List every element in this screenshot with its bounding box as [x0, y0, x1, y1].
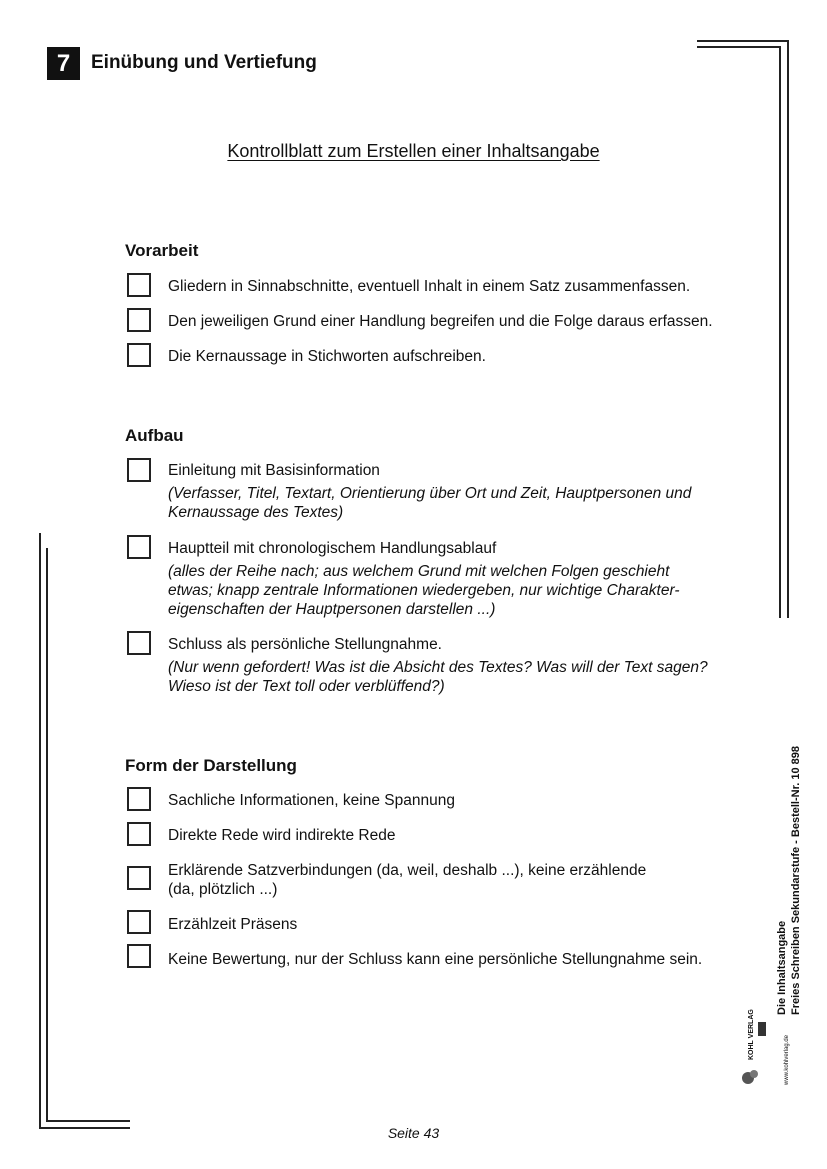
- border-right-vertical-inner: [779, 46, 781, 618]
- page-number: Seite 43: [387, 1125, 440, 1141]
- section-heading-form: Form der Darstellung: [125, 756, 297, 775]
- checkbox-form-1[interactable]: [127, 787, 151, 811]
- chapter-number-badge: 7: [47, 47, 80, 80]
- item-form-1: [168, 791, 748, 810]
- checkbox-vorarbeit-1[interactable]: [127, 273, 151, 297]
- item-form-5: [168, 950, 748, 969]
- side-line-2: Freies Schreiben Sekundarstufe - Bestell-Nr. 10 898: [790, 745, 802, 1015]
- checkbox-vorarbeit-2[interactable]: [127, 308, 151, 332]
- checkbox-form-4[interactable]: [127, 910, 151, 934]
- item-label: Hauptteil mit chronologischem Handlungsablauf: [168, 540, 497, 557]
- border-top-right-horizontal: [697, 40, 789, 42]
- item-aufbau-3: [168, 635, 738, 696]
- checkbox-aufbau-2[interactable]: [127, 535, 151, 559]
- chapter-title: Einübung und Vertiefung: [91, 52, 317, 73]
- item-form-4: [168, 915, 748, 934]
- item-label: Direkte Rede wird indirekte Rede: [168, 827, 396, 844]
- border-right-vertical: [787, 40, 789, 618]
- section-heading-vorarbeit: Vorarbeit: [125, 241, 199, 260]
- item-label: Erklärende Satzverbindungen (da, weil, deshalb ...), keine erzählende (da, plötzlich ...): [168, 862, 647, 898]
- checkbox-form-3[interactable]: [127, 866, 151, 890]
- border-left-vertical-inner: [46, 548, 48, 1122]
- side-publication-info: [775, 746, 803, 1015]
- checkbox-vorarbeit-3[interactable]: [127, 343, 151, 367]
- item-vorarbeit-3: [168, 347, 748, 366]
- item-form-3: [168, 861, 668, 899]
- item-label: Gliedern in Sinnabschnitte, eventuell Inhalt in einem Satz zusammenfassen.: [168, 278, 691, 295]
- logo-url-text: www.kohlverlag.de: [784, 1034, 790, 1085]
- item-aufbau-1: [168, 461, 728, 522]
- item-label: Erzählzeit Präsens: [168, 916, 298, 933]
- item-label: Einleitung mit Basisinformation: [168, 462, 380, 479]
- checkbox-aufbau-1[interactable]: [127, 458, 151, 482]
- checkbox-form-2[interactable]: [127, 822, 151, 846]
- border-left-vertical: [39, 533, 41, 1128]
- border-bottom-left-horizontal-inner: [46, 1120, 130, 1122]
- checkbox-aufbau-3[interactable]: [127, 631, 151, 655]
- item-label: Schluss als persönliche Stellungnahme.: [168, 636, 442, 653]
- border-top-right-horizontal-inner: [697, 46, 781, 48]
- item-vorarbeit-1: [168, 277, 748, 296]
- page-title: Kontrollblatt zum Erstellen einer Inhaltsangabe: [227, 141, 600, 161]
- item-aufbau-2: [168, 539, 708, 619]
- item-label: Die Kernaussage in Stichworten aufschreiben.: [168, 348, 486, 365]
- item-label: Keine Bewertung, nur der Schluss kann eine persönliche Stellungnahme sein.: [168, 951, 703, 968]
- item-label: Sachliche Informationen, keine Spannung: [168, 792, 455, 809]
- checkbox-form-5[interactable]: [127, 944, 151, 968]
- side-line-1: Die Inhaltsangabe: [776, 920, 788, 1015]
- item-label: Den jeweiligen Grund einer Handlung begreifen und die Folge daraus erfassen.: [168, 313, 713, 330]
- item-note: (alles der Reihe nach; aus welchem Grund mit welchen Folgen geschieht etwas; knapp zentrale Informationen wiedergeben, nur wichtige Charakter-eigenschaften der Hauptpersonen darstellen ...): [168, 563, 680, 618]
- item-note: (Nur wenn gefordert! Was ist die Absicht des Textes? Was will der Text sagen? Wieso ist der Text toll oder verblüffend?): [168, 659, 708, 695]
- item-form-2: [168, 826, 748, 845]
- item-note: (Verfasser, Titel, Textart, Orientierung über Ort und Zeit, Hauptpersonen und Kernaussage des Textes): [168, 485, 692, 521]
- section-heading-aufbau: Aufbau: [125, 426, 184, 445]
- item-vorarbeit-2: [168, 312, 748, 331]
- logo-brand-text: KOHL VERLAG: [748, 1009, 755, 1060]
